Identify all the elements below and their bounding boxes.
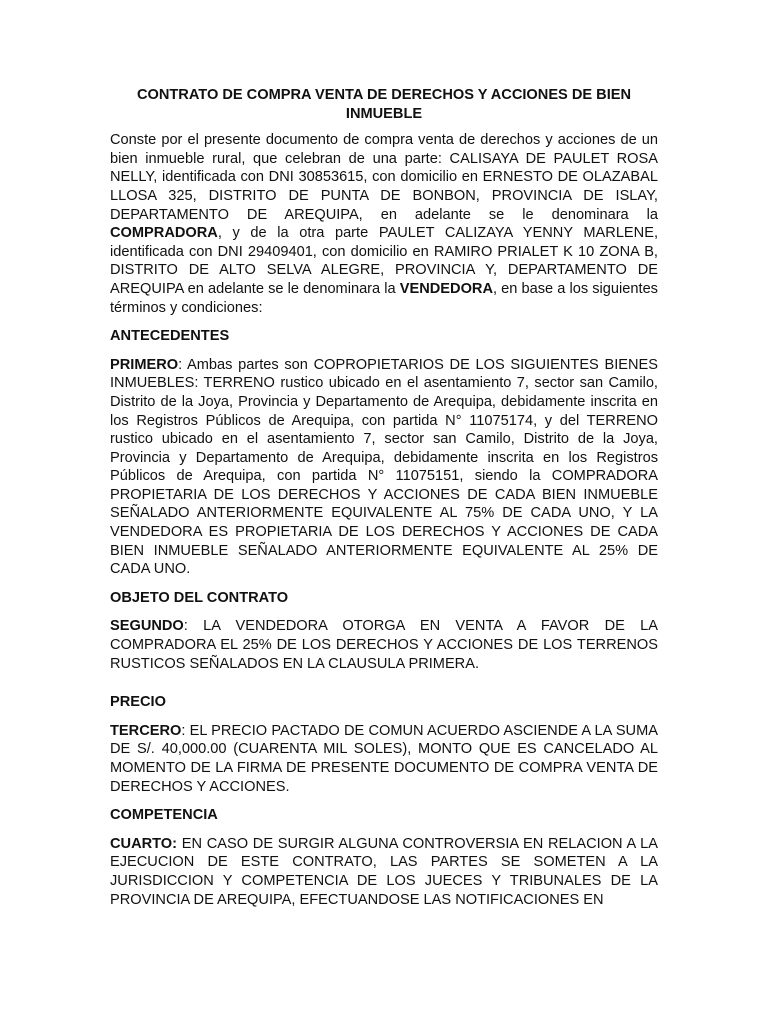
heading-competencia: COMPETENCIA (110, 807, 218, 824)
intro-paragraph (110, 131, 658, 317)
clause-primero (110, 356, 658, 579)
clause-segundo-label: SEGUNDO (110, 618, 184, 635)
clause-tercero-text: : EL PRECIO PACTADO DE COMUN ACUERDO ASCIENDE A LA SUMA DE S/. 40,000.00 (CUARENTA MIL SOLES), MONTO QUE ES CANCELADO AL MOMENTO DE LA FIRMA DE PRESENTE DOCUMENTO DE COMPRA VENTA DE DERECHOS Y ACCIONES. (110, 722, 658, 795)
intro-bold-vendedora: VENDEDORA (399, 280, 493, 297)
intro-text-2: , y de la otra parte PAULET CALIZAYA YENNY MARLENE, identificada con DNI 29409401, con domicilio en RAMIRO PRIALET K 10 ZONA B, DISTRITO DE ALTO SELVA ALEGRE, PROVINCIA Y, DEPARTAMENTO DE AREQUIPA en adelante se le denominara la (110, 225, 658, 297)
clause-cuarto-text: EN CASO DE SURGIR ALGUNA CONTROVERSIA EN RELACION A LA EJECUCION DE ESTE CONTRATO, LAS PARTES SE SOMETEN A LA JURISDICCION Y COMPETENCIA DE LOS JUECES Y TRIBUNALES DE LA PROVINCIA DE AREQUIPA, EFECTUANDOSE LAS NOTIFICACIONES EN (110, 835, 658, 908)
clause-primero-label: PRIMERO (110, 356, 179, 373)
intro-text-1: Conste por el presente documento de compra venta de derechos y acciones de un bien inmueble rural, que celebran de una parte: CALISAYA DE PAULET ROSA NELLY, identificada con DNI 30853615, con domicilio en ERNESTO DE OLAZABAL LLOSA 325, DISTRITO DE PUNTA DE BONBON, PROVINCIA DE ISLAY, DEPARTAMENTO DE AREQUIPA, en adelante se le denominara la (110, 132, 658, 223)
clause-primero-text: : Ambas partes son COPROPIETARIOS DE LOS SIGUIENTES BIENES INMUEBLES: TERRENO rustico ubicado en el asentamiento 7, sector san Camilo, Distrito de la Joya, Provincia y Departamento de Arequipa, debidamente inscrita en los Registros Públicos de Arequipa, con partida N° 11075174, y del TERRENO rustico ubicado en el asentamiento 7, sector san Camilo, Distrito de la Joya, Provincia y Departamento de Arequipa, debidamente inscrita en los Registros Públicos de Arequipa, con partida N° 11075151, siendo la COMPRADORA PROPIETARIA DE LOS DERECHOS Y ACCIONES DE CADA BIEN INMUEBLE SEÑALADO ANTERIORMENTE EQUIVALENTE AL 75% DE CADA UNO, Y LA VENDEDORA ES PROPIETARIA DE LOS DERECHOS Y ACCIONES DE CADA BIEN INMUEBLE SEÑALADO ANTERIORMENTE EQUIVALENTE AL 25% DE CADA UNO. (110, 356, 658, 578)
clause-cuarto (110, 835, 658, 909)
heading-antecedentes: ANTECEDENTES (110, 328, 230, 345)
clause-segundo (110, 617, 658, 673)
intro-text-3: , en base a los siguientes términos y condiciones: (110, 280, 658, 316)
heading-precio: PRECIO (110, 694, 166, 711)
clause-tercero-label: TERCERO (110, 722, 182, 739)
intro-bold-compradora: COMPRADORA (110, 225, 218, 242)
document-title: CONTRATO DE COMPRA VENTA DE DERECHOS Y ACCIONES DE BIEN INMUEBLE (136, 87, 632, 122)
clause-cuarto-label: CUARTO: (110, 835, 178, 852)
clause-tercero (110, 722, 658, 796)
clause-segundo-text: : LA VENDEDORA OTORGA EN VENTA A FAVOR DE LA COMPRADORA EL 25% DE LOS DERECHOS Y ACCIONES DE LOS TERRENOS RUSTICOS SEÑALADOS EN LA CLAUSULA PRIMERA. (110, 618, 658, 672)
heading-objeto: OBJETO DEL CONTRATO (110, 589, 289, 606)
document-page (110, 86, 658, 919)
